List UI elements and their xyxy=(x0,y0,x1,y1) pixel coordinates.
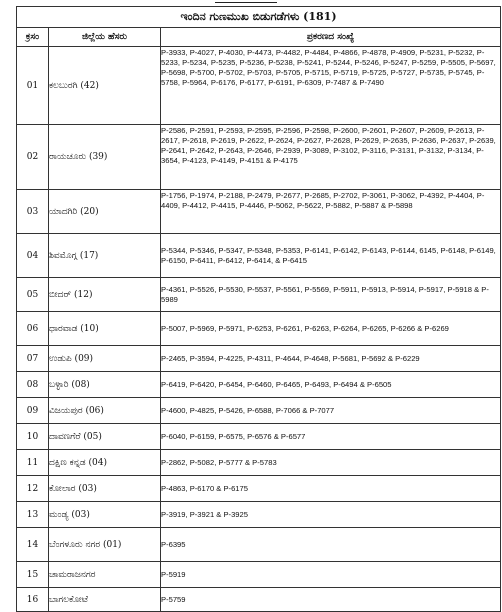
header-district: ಜಿಲ್ಲೆಯ ಹೆಸರು xyxy=(49,28,161,47)
row-serial: 02 xyxy=(17,125,49,190)
row-serial: 16 xyxy=(17,588,49,612)
table-row xyxy=(17,278,501,312)
discharges-table xyxy=(16,6,501,612)
row-serial: 11 xyxy=(17,450,49,476)
row-cases: P-5759 xyxy=(161,588,501,612)
row-cases: P-2862, P-5082, P-5777 & P-5783 xyxy=(161,450,501,476)
row-cases: P-1756, P-1974, P-2188, P-2479, P-2677, P-2685, P-2702, P-3061, P-3062, P-4392, P-4404, P-4409, P-4412, P-4415, P-4446, P-5062, P-5622, P-5882, P-5887 & P-5898 xyxy=(161,190,501,234)
row-cases: P-5007, P-5969, P-5971, P-6253, P-6261, P-6263, P-6264, P-6265, P-6266 & P-6269 xyxy=(161,312,501,346)
table-row xyxy=(17,125,501,190)
row-cases: P-6040, P-6159, P-6575, P-6576 & P-6577 xyxy=(161,424,501,450)
row-district: ಮಂಡ್ಯ (03) xyxy=(49,502,161,528)
row-district: ಧಾರವಾಡ (10) xyxy=(49,312,161,346)
row-district: ಬೀದರ್ (12) xyxy=(49,278,161,312)
row-serial: 12 xyxy=(17,476,49,502)
table-row xyxy=(17,424,501,450)
row-district: ಬೆಂಗಳೂರು ನಗರ (01) xyxy=(49,528,161,562)
table-row xyxy=(17,372,501,398)
row-serial: 13 xyxy=(17,502,49,528)
row-district: ದಾವಣಗೆರೆ (05) xyxy=(49,424,161,450)
row-serial: 08 xyxy=(17,372,49,398)
row-district: ರಾಯಚೂರು (39) xyxy=(49,125,161,190)
row-cases: P-3933, P-4027, P-4030, P-4473, P-4482, P-4484, P-4866, P-4878, P-4909, P-5231, P-5232, P-5233, P-5234, P-5235, P-5236, P-5238, P-5241, P-5244, P-5246, P-5247, P-5259, P-5505, P-5697, P-5698, P-5700, P-5702, P-5703, P-5705, P-5715, P-5719, P-5725, P-5727, P-5735, P-5745, P-5758, P-5964, P-6176, P-6177, P-6191, P-6309, P-7487 & P-7490 xyxy=(161,47,501,125)
row-serial: 07 xyxy=(17,346,49,372)
table-row xyxy=(17,528,501,562)
row-district: ಚಾಮರಾಜನಗರ xyxy=(49,562,161,588)
row-serial: 09 xyxy=(17,398,49,424)
table-row xyxy=(17,346,501,372)
row-district: ದಕ್ಷಿಣ ಕನ್ನಡ (04) xyxy=(49,450,161,476)
row-cases: P-4600, P-4825, P-5426, P-6588, P-7066 & P-7077 xyxy=(161,398,501,424)
row-district: ಉಡುಪಿ (09) xyxy=(49,346,161,372)
table-row xyxy=(17,502,501,528)
row-district: ವಿಜಯಪುರ (06) xyxy=(49,398,161,424)
row-cases: P-4361, P-5526, P-5530, P-5537, P-5561, P-5569, P-5911, P-5913, P-5914, P-5917, P-5918 & P-5989 xyxy=(161,278,501,312)
row-cases: P-5344, P-5346, P-5347, P-5348, P-5353, P-6141, P-6142, P-6143, P-6144, 6145, P-6148, P-6149, P-6150, P-6411, P-6412, P-6414, & P-6415 xyxy=(161,234,501,278)
row-serial: 05 xyxy=(17,278,49,312)
row-district: ಕಲಬುರಗಿ (42) xyxy=(49,47,161,125)
row-cases: P-2465, P-3594, P-4225, P-4311, P-4644, P-4648, P-5681, P-5692 & P-6229 xyxy=(161,346,501,372)
row-cases: P-2586, P-2591, P-2593, P-2595, P-2596, P-2598, P-2600, P-2601, P-2607, P-2609, P-2613, P-2617, P-2618, P-2619, P-2622, P-2624, P-2627, P-2628, P-2629, P-2635, P-2636, P-2637, P-2639, P-2641, P-2642, P-2643, P-2646, P-2939, P-3089, P-3102, P-3116, P-3131, P-3132, P-3134, P-3654, P-4123, P-4149, P-4151 & P-4175 xyxy=(161,125,501,190)
row-serial: 10 xyxy=(17,424,49,450)
row-district: ಶಿವಮೊಗ್ಗ (17) xyxy=(49,234,161,278)
row-serial: 06 xyxy=(17,312,49,346)
row-cases: P-3919, P-3921 & P-3925 xyxy=(161,502,501,528)
row-cases: P-6419, P-6420, P-6454, P-6460, P-6465, P-6493, P-6494 & P-6505 xyxy=(161,372,501,398)
row-serial: 01 xyxy=(17,47,49,125)
row-serial: 14 xyxy=(17,528,49,562)
table-row xyxy=(17,450,501,476)
table-row xyxy=(17,47,501,125)
table-row xyxy=(17,476,501,502)
row-serial: 04 xyxy=(17,234,49,278)
row-serial: 03 xyxy=(17,190,49,234)
header-serial: ಕ್ರಸಂ xyxy=(17,28,49,47)
row-district: ಬಳ್ಳಾರಿ (08) xyxy=(49,372,161,398)
header-cases: ಪ್ರಕರಣದ ಸಂಖ್ಯೆ xyxy=(161,28,501,47)
row-serial: 15 xyxy=(17,562,49,588)
table-row xyxy=(17,234,501,278)
row-cases: P-5919 xyxy=(161,562,501,588)
row-district: ಯಾದಗಿರಿ (20) xyxy=(49,190,161,234)
table-row xyxy=(17,562,501,588)
title-row xyxy=(17,7,501,28)
row-district: ಬಾಗಲಕೋಟೆ xyxy=(49,588,161,612)
table-row xyxy=(17,190,501,234)
table-row xyxy=(17,312,501,346)
top-rule xyxy=(215,0,277,3)
table-row xyxy=(17,398,501,424)
header-row xyxy=(17,28,501,47)
row-district: ಕೋಲಾರ (03) xyxy=(49,476,161,502)
table-title: ಇಂದಿನ ಗುಣಮುಖ ಬಿಡುಗಡೆಗಳು (181) xyxy=(17,7,501,28)
row-cases: P-6395 xyxy=(161,528,501,562)
row-cases: P-4863, P-6170 & P-6175 xyxy=(161,476,501,502)
